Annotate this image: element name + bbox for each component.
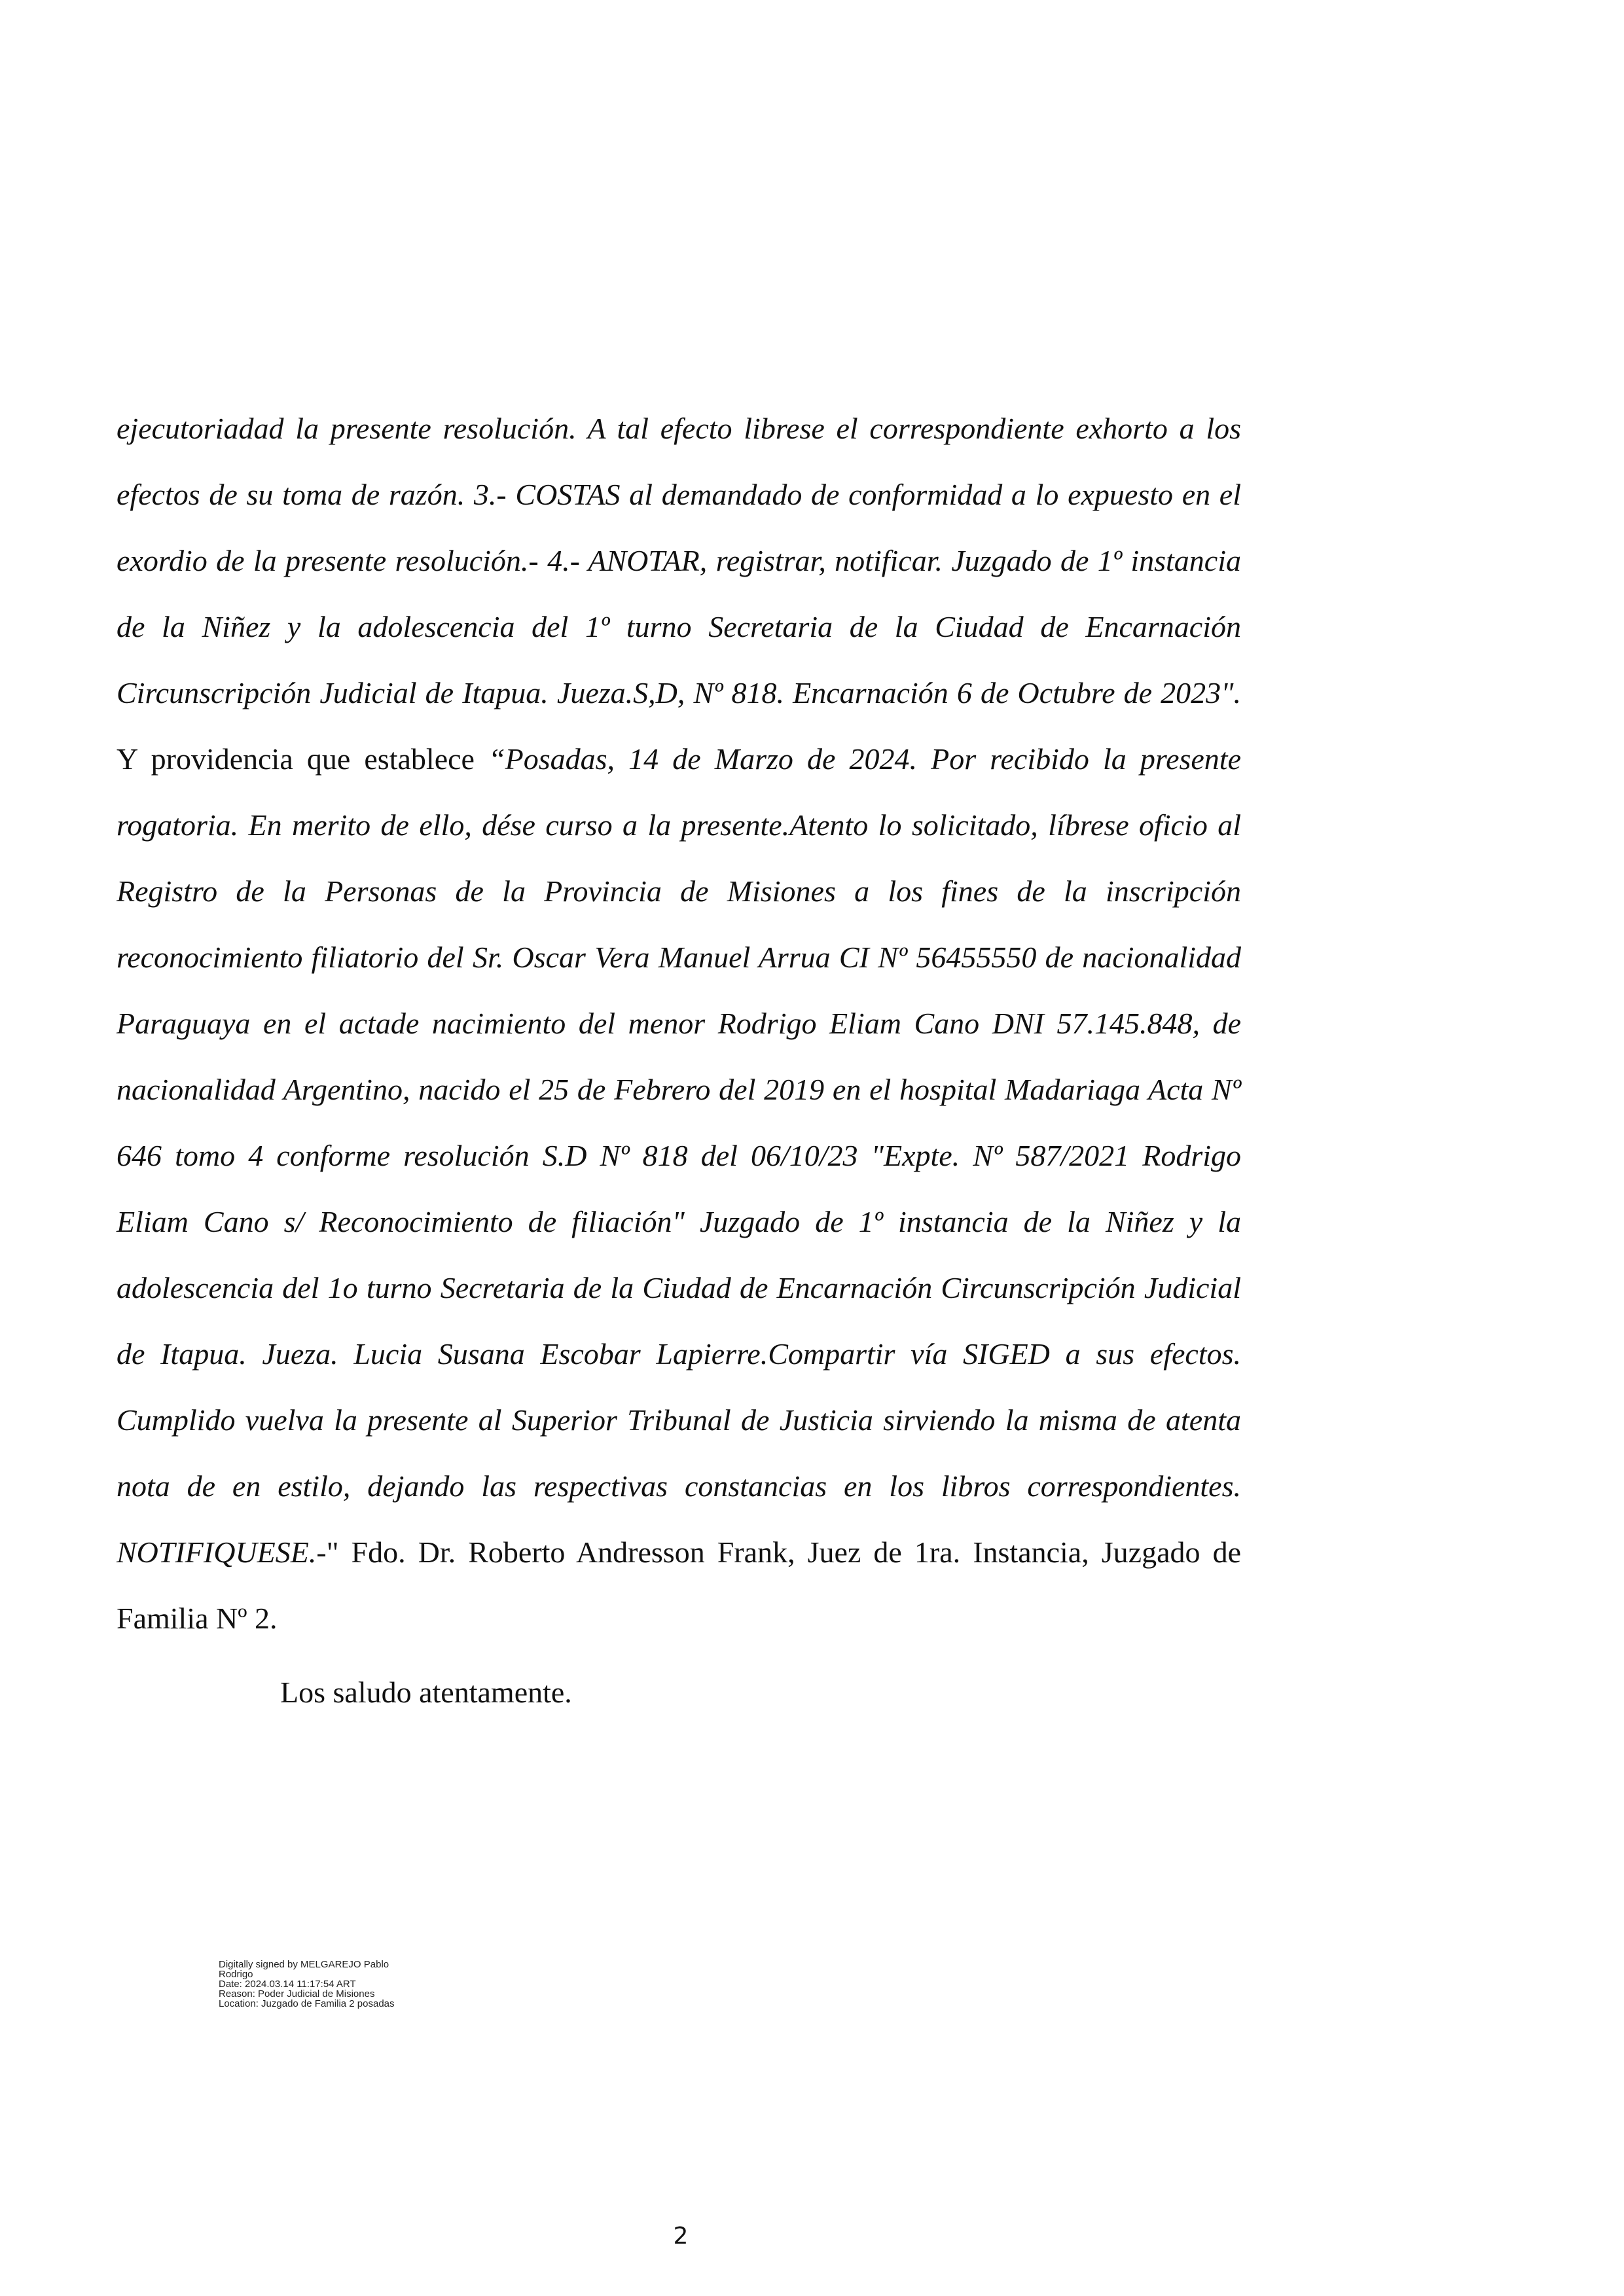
signature-line: Location: Juzgado de Familia 2 posadas bbox=[219, 1998, 395, 2009]
closing-line: Los saludo atentamente. bbox=[280, 1676, 572, 1709]
signature-line: Date: 2024.03.14 11:17:54 ART bbox=[219, 1979, 356, 1990]
body-segment-italic: ejecutoriadad la presente resolución. A tal efecto librese el correspondiente exhorto a los efectos de su toma de razón. 3.- COSTAS al demandado de conformidad a lo expuesto en el exordio de la presente resolución.- 4.- ANOTAR, registrar, notificar. Juzgado de 1º instancia de la Niñez y la adolescencia del 1º turno Secretaria de la Ciudad de Encarnación Circunscripción Judicial de Itapua. Jueza.S,D, Nº 818. Encarnación 6 de Octubre de 2023". bbox=[117, 412, 1241, 709]
body-segment-normal: Y providencia que establece bbox=[117, 742, 489, 776]
signature-line: Reason: Poder Judicial de Misiones bbox=[219, 1988, 375, 2000]
digital-signature-block bbox=[219, 1960, 395, 2009]
signature-line: Rodrigo bbox=[219, 1969, 253, 1980]
body-segment-signature-reference: " Fdo. Dr. Roberto Andresson Frank, Juez de 1ra. Instancia, Juzgado de Familia Nº 2. bbox=[117, 1535, 1241, 1635]
body-segment-italic-quote: “Posadas, 14 de Marzo de 2024. Por recibido la presente rogatoria. En merito de ello, dése curso a la presente.Atento lo solicitado, líbrese oficio al Registro de la Personas de la Provincia de Misiones a los fines de la inscripción reconocimiento filiatorio del Sr. Oscar Vera Manuel Arrua CI Nº 56455550 de nacionalidad Paraguaya en el actade nacimiento del menor Rodrigo Eliam Cano DNI 57.145.848, de nacionalidad Argentino, nacido el 25 de Febrero del 2019 en el hospital Madariaga Acta Nº 646 tomo 4 conforme resolución S.D Nº 818 del 06/10/23 "Expte. Nº 587/2021 Rodrigo Eliam Cano s/ Reconocimiento de filiación" Juzgado de 1º instancia de la Niñez y la adolescencia del 1o turno Secretaria de la Ciudad de Encarnación Circunscripción Judicial de Itapua. Jueza. Lucia Susana Escobar Lapierre.Compartir vía SIGED a sus efectos. Cumplido vuelva la presente al Superior Tribunal de Justicia sirviendo la misma de atenta nota de en estilo, dejando las respectivas constancias en los libros correspondientes. NOTIFIQUESE.- bbox=[117, 742, 1242, 1569]
body-paragraph bbox=[117, 395, 1241, 1651]
page-number: 2 bbox=[673, 2223, 689, 2250]
signature-line: Digitally signed by MELGAREJO Pablo bbox=[219, 1959, 389, 1970]
